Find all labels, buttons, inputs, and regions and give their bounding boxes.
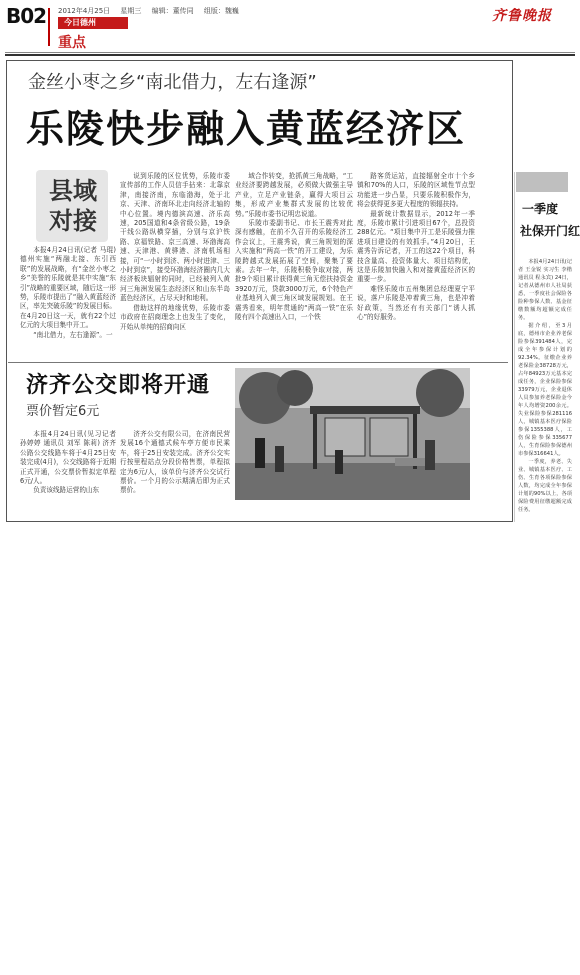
issue-weekday: 星期三 <box>120 7 142 15</box>
paragraph: 难怪乐陵市五州集团总经理夏宁平说，落户乐陵是冲着黄三角，也是冲着好政策，当然还有有关部门“诱人抓心”的好服务。 <box>357 284 475 322</box>
side-story-title-2: 社保开门红 <box>520 224 580 238</box>
paragraph: 本报4月24日讯(记者 马琨) 德州实施“两融北接、东引西联”的发展战略，有“金丝小枣之乡”美誉的乐陵就是其中实施“东引”战略的重要区域，随后这一形势，乐陵市提出了“融入黄蓝经济区，率先突破乐陵”的发展目标。在4月20日这一天，就有22个过亿元的大项目集中开工。 <box>20 246 116 330</box>
paragraph: 说到乐陵的区位优势，乐陵市委宣传部的工作人员信手拈来：北靠京津，南接济南，东临渤海，处于北京、天津、济南环北走向经济北轴的中心位置。境内德滨高速、济乐高速，205国道和4条省级公路，19条干线公路纵横穿插，分别与京沪铁路、京福铁路、京三高速、环渤海高速、天津港、黄骅港、济南机场相接，可“一小时到济、两小时进津、三小时到京”，接受环渤海经济圈内几大经济板块辐射的同时，已经被列入黄河三角洲发展生态经济区和山东半岛蓝色经济区，占尽天时和地利。 <box>120 172 230 303</box>
issue-date: 2012年4月25日 <box>58 7 111 15</box>
paragraph: 乐陵市委副书记、市长王震秀对此深有感触，在前不久召开的乐陵经济工作会议上，王震秀说，黄三角规划的深入实施和“两高一铁”的开工建设，为乐陵跨越式发展拓展了空间，聚集了要素。去年一年，乐陵积极争取对接，两批9个项目累计获得黄三角无偿扶持资金3920万元，贷款3000万元，6个特色产业基地列入黄三角区域发展规划。在王震秀看来，明年贯通的“两高一铁”在乐陵有四个高速出入口，一个铁 <box>235 219 353 322</box>
header-meta <box>58 6 247 16</box>
editor-credit: 编辑：董传同 <box>151 7 194 15</box>
paragraph: 域合作转变，抢抓黄三角战略，“工业经济要跨越发展，必须做大做强主导产业，立足产业链条，赢得大项目云集，形成产业集群式发展的比较优势。”乐陵市委书记明忠说道。 <box>235 172 353 218</box>
badge-line-1: 县域 <box>49 176 97 205</box>
story-divider <box>8 362 508 363</box>
bus-story-headline: 济齐公交即将开通 <box>26 373 211 398</box>
newspaper-logo: 齐鲁晚报 <box>492 8 552 24</box>
story-column-3 <box>235 172 353 323</box>
side-column-rule <box>514 172 515 522</box>
bus-story-column-2 <box>120 430 230 496</box>
header-rule-thick <box>5 54 575 56</box>
story-headline: 乐陵快步融入黄蓝经济区 <box>26 107 467 151</box>
paragraph: 据介绍，至3月底，德州市企业养老保险参保391484人，完成全年参保计划的92.34%。征缴企业养老保险金38728万元，占年84923万元基本完成任务，企业保险参保33979万元，企业退休人员参加养老保险金今年人均增资200余元。失业保险参保281116人，城镇基本医疗保险参保1355388人，工伤保险参保335677人，生育保险参保德州市参保316641人。 <box>518 323 572 457</box>
column-badge-text <box>42 176 104 236</box>
badge-line-2: 对接 <box>49 206 97 235</box>
paragraph: 一季度，养老、失业、城镇基本医疗、工伤、生育各项保险参保人数，均完成全年参保计划的90%以上，各项保险费用征缴超额完成任务。 <box>518 459 572 513</box>
city-tag: 今日德州 <box>58 17 128 29</box>
side-story-label-box <box>516 172 568 192</box>
paragraph: 本报4月24日讯(记者 王金锐 实习生 李楷 通讯员 程永宾) 24日，记者从德州市人社局获悉，一季度社会保险各险种参保人数、基金征缴数额均超额完成任务。 <box>518 259 572 321</box>
page-code: B02 <box>6 4 47 28</box>
paragraph: 本报4月24日讯(见习记者 孙婷婷 通讯员 刘军 陈莉) 济齐公路公交线路车将于4月25日安装完成(4月)，公交线路将于近期正式开通，公交票价暂拟定单程6元/人。 <box>20 430 116 486</box>
side-story-body <box>518 258 572 514</box>
story-column-1 <box>20 246 116 340</box>
section-title: 重点 <box>58 35 86 51</box>
bus-shelter-photo <box>235 368 470 500</box>
story-column-4 <box>357 172 475 323</box>
paragraph: “南北借力，左右逢源”。一 <box>33 330 113 339</box>
photo-illustration <box>235 368 470 500</box>
header-rule <box>5 52 575 53</box>
story-kicker: 金丝小枣之乡“南北借力，左右逢源” <box>28 72 317 93</box>
bus-story-column-1 <box>20 430 116 496</box>
story-column-2 <box>120 172 230 332</box>
paragraph: 最新统计数据显示，2012年一季度，乐陵市累计引进项目67个，总投资288亿元。“项目集中开工是乐陵强力推进项目建设的有效抓手。”4月20日，王震秀告诉记者，开工的这22个项目，科技含量高、投资体量大、项目结构优，这是乐陵加快融入和对接黄蓝经济区的重要一步。 <box>357 209 475 284</box>
bus-story-subheadline: 票价暂定6元 <box>26 404 100 419</box>
paragraph: 借助这样的地缘优势，乐陵市委市政府在招商理念上也发生了变化，开始从单纯的招商向区 <box>120 303 230 331</box>
paragraph: 负责该线路运营的山东 <box>33 486 100 495</box>
paragraph: 济齐公交有限公司，在济南民营发展16个通德式候车亭方便市民乘车，将于25日安装完成。济齐公交实行按里程站点分段价格售票，单程拟定为6元/人，该单价与济齐公交试行票价。一个月的公示期满后即为正式票价。 <box>120 430 230 495</box>
typesetter-credit: 组版：魏巍 <box>203 7 239 15</box>
header-divider <box>48 8 50 46</box>
paragraph: 路客货运站，直接辐射全市十个乡镇和70%的人口，乐陵的区域性节点型功能进一步凸显，只要乐陵积极作为，将会获得更多更大程度的领辐扶持。 <box>357 172 475 209</box>
side-story-title-1: 一季度 <box>522 202 559 216</box>
